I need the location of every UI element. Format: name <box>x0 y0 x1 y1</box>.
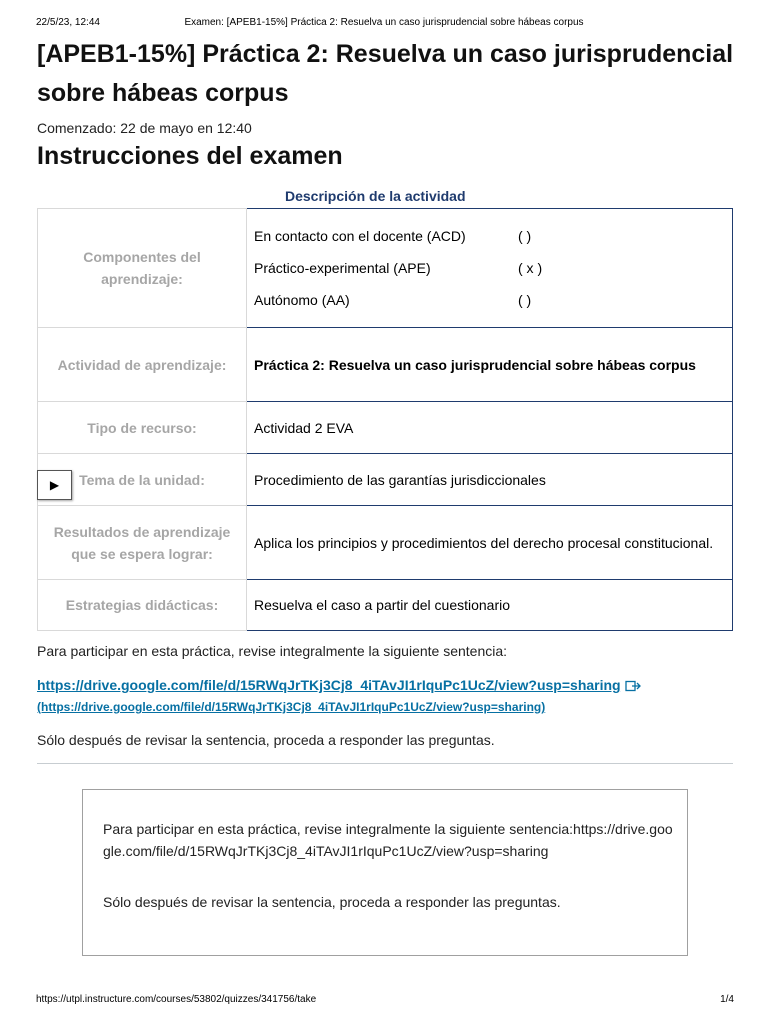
resource-value: Actividad 2 EVA <box>247 402 733 454</box>
sentence-link-text: https://drive.google.com/file/d/15RWqJrTKj3Cj8_4iTAvJI1rIquPc1UcZ/view?usp=sharing <box>37 677 621 693</box>
question-box <box>82 789 688 956</box>
component-name: Autónomo (AA) <box>254 292 350 308</box>
results-row <box>38 506 733 580</box>
components-value <box>247 209 733 328</box>
strategies-row <box>38 580 733 631</box>
print-title: Examen: [APEB1-15%] Práctica 2: Resuelva un caso jurisprudencial sobre hábeas corpus <box>184 17 584 28</box>
strategies-label: Estrategias didácticas: <box>38 580 247 631</box>
unit-row <box>38 454 733 506</box>
started-timestamp: Comenzado: 22 de mayo en 12:40 <box>37 120 252 136</box>
activity-description-title: Descripción de la actividad <box>285 188 466 204</box>
question-text: Para participar en esta práctica, revise integralmente la siguiente sentencia:https://drive.google.com/file/d/15RWqJrTKj3Cj8_4iTAvJI1rIquPc1UcZ/view?usp=sharing <box>103 821 673 859</box>
activity-table <box>37 208 733 631</box>
page-number: 1/4 <box>720 994 734 1005</box>
intro-text: Para participar en esta práctica, revise integralmente la siguiente sentencia: <box>37 643 508 659</box>
question-text-secondary: Sólo después de revisar la sentencia, proceda a responder las preguntas. <box>103 894 561 910</box>
component-name: En contacto con el docente (ACD) <box>254 228 466 244</box>
play-icon: ▶ <box>49 478 60 492</box>
component-mark: ( ) <box>518 228 532 244</box>
external-link-icon <box>625 679 641 695</box>
component-name: Práctico-experimental (APE) <box>254 260 431 276</box>
component-aa <box>254 284 726 316</box>
activity-row <box>38 328 733 402</box>
activity-label: Actividad de aprendizaje: <box>38 328 247 402</box>
resource-label: Tipo de recurso: <box>38 402 247 454</box>
component-mark: ( x ) <box>518 260 543 276</box>
results-label: Resultados de aprendizaje que se espera lograr: <box>38 506 247 580</box>
strategies-value: Resuelva el caso a partir del cuestionario <box>247 580 733 631</box>
component-ape <box>254 252 726 284</box>
divider <box>37 763 733 764</box>
sentence-link-url[interactable]: (https://drive.google.com/file/d/15RWqJrTKj3Cj8_4iTAvJI1rIquPc1UcZ/view?usp=sharing) <box>37 700 546 714</box>
results-value: Aplica los principios y procedimientos del derecho procesal constitucional. <box>247 506 733 580</box>
resource-row <box>38 402 733 454</box>
component-mark: ( ) <box>518 292 532 308</box>
print-header <box>0 17 768 31</box>
components-row <box>38 209 733 328</box>
unit-value: Procedimiento de las garantías jurisdiccionales <box>247 454 733 506</box>
instructions-heading: Instrucciones del examen <box>37 142 343 170</box>
unit-label: Tema de la unidad: <box>38 454 247 506</box>
print-url: https://utpl.instructure.com/courses/53802/quizzes/341756/take <box>36 994 317 1005</box>
after-text: Sólo después de revisar la sentencia, proceda a responder las preguntas. <box>37 732 495 748</box>
component-acd <box>254 220 726 252</box>
components-label: Componentes del aprendizaje: <box>38 209 247 328</box>
activity-value: Práctica 2: Resuelva un caso jurisprudencial sobre hábeas corpus <box>247 328 733 402</box>
sentence-link[interactable] <box>37 677 641 695</box>
page-title: [APEB1-15%] Práctica 2: Resuelva un caso jurisprudencial sobre hábeas corpus <box>37 40 734 107</box>
print-datetime: 22/5/23, 12:44 <box>36 17 100 28</box>
play-button[interactable] <box>37 470 72 500</box>
